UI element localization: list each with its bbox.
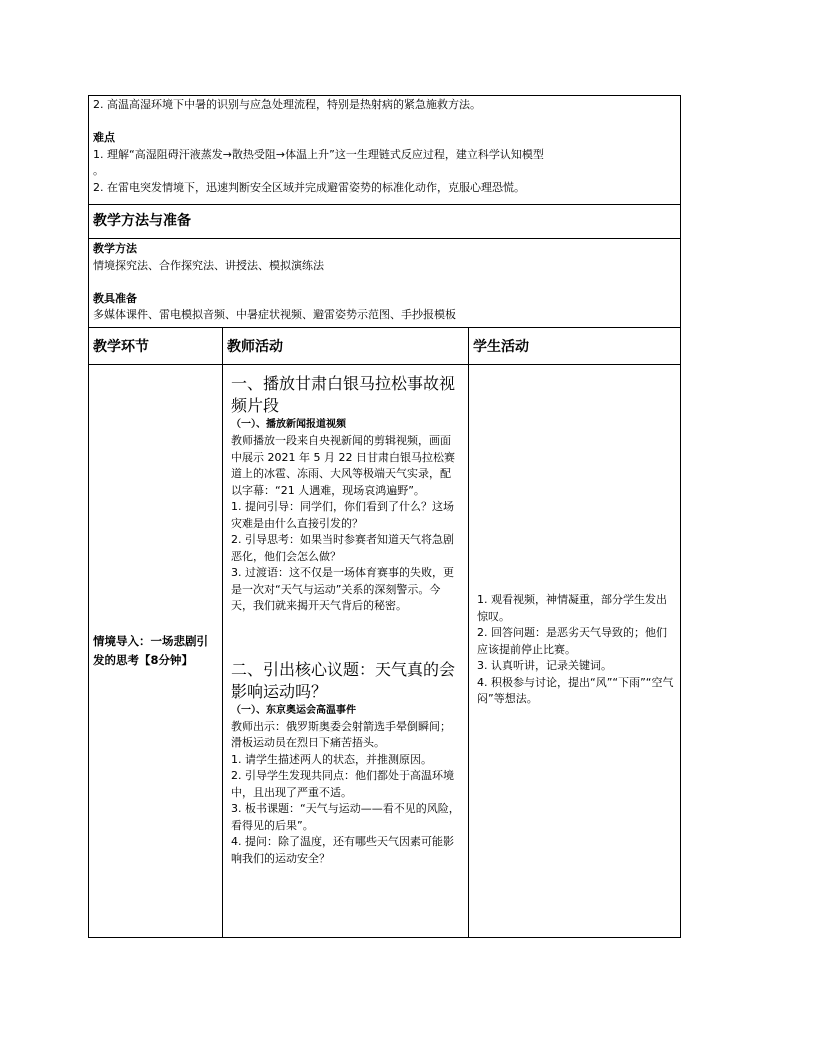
header-stage: 教学环节 xyxy=(89,328,223,365)
teacher-part2-line: 1. 请学生描述两人的状态，并推测原因。 xyxy=(231,752,432,766)
lesson-row-intro xyxy=(89,365,681,938)
student-activity-line: 4. 积极参与讨论，提出“风”“下雨”“空气闷”等想法。 xyxy=(477,675,674,705)
methods-section-title: 教学方法与准备 xyxy=(93,213,191,229)
teacher-part2-title: 二、引出核心议题：天气真的会影响运动吗？ xyxy=(231,659,456,701)
teacher-part2-line: 3. 板书课题：“天气与运动——看不见的风险，看得见的后果”。 xyxy=(231,802,460,832)
teacher-activity-cell xyxy=(223,365,469,938)
teacher-part1-line: 2. 引导思考：如果当时参赛者知道天气将急剧恶化，他们会怎么做？ xyxy=(231,533,454,563)
stage-text: 情境导入：一场悲剧引发的思考【8分钟】 xyxy=(93,634,208,667)
methods-label: 教学方法 xyxy=(93,242,137,255)
teacher-part2-line: 4. 提问：除了温度，还有哪些天气因素可能影响我们的运动安全？ xyxy=(231,835,454,865)
header-student-activity: 学生活动 xyxy=(469,328,681,365)
lesson-plan-table xyxy=(88,95,681,938)
teacher-part1-line: 1. 提问引导：同学们，你们看到了什么？这场灾难是由什么直接引发的？ xyxy=(231,500,454,530)
difficulty-item-2: 2. 在雷电突发情境下，迅速判断安全区域并完成避雷姿势的标准化动作，克服心理恐慌。 xyxy=(93,180,525,194)
student-activity-line: 2. 回答问题：是恶劣天气导致的；他们应该提前停止比赛。 xyxy=(477,626,667,656)
teacher-part1-title: 一、播放甘肃白银马拉松事故视频片段 xyxy=(231,374,456,415)
methods-title-row xyxy=(89,205,681,239)
key-point-item-2: 2. 高温高湿环境下中暑的识别与应急处理流程，特别是热射病的紧急施救方法。 xyxy=(93,98,481,111)
table-header-row xyxy=(89,328,681,365)
difficulty-title: 难点 xyxy=(93,131,115,144)
teacher-part1-line: 教师播放一段来自央视新闻的剪辑视频，画面中展示 2021 年 5 月 22 日甘肃白银马拉松赛道上的冰雹、冻雨、大风等极端天气实录，配以字幕：“21 人遇难，现场哀鸿遍野”。 xyxy=(231,434,455,497)
lesson-plan-page xyxy=(88,95,680,938)
tools-label: 教具准备 xyxy=(93,291,137,305)
key-points-row xyxy=(89,96,681,205)
teacher-part2-line: 2. 引导学生发现共同点：他们都处于高温环境中，且出现了严重不适。 xyxy=(231,769,454,799)
teacher-part2-line: 教师出示：俄罗斯奥委会射箭选手晕倒瞬间；滑板运动员在烈日下痛苦捂头。 xyxy=(231,719,451,749)
methods-text: 情境探究法、合作探究法、讲授法、模拟演练法 xyxy=(93,258,324,272)
difficulty-item-1: 1. 理解“高湿阻碍汗液蒸发→散热受阻→体温上升”这一生理链式反应过程，建立科学认知模型 xyxy=(93,147,544,161)
student-activity-line: 3. 认真听讲，记录关键词。 xyxy=(477,659,612,672)
stage-cell xyxy=(89,365,223,938)
tools-text: 多媒体课件、雷电模拟音频、中暑症状视频、避雷姿势示范图、手抄报模板 xyxy=(93,308,456,321)
teacher-part1-subtitle: （一）、播放新闻报道视频 xyxy=(231,419,346,430)
teacher-part1-line: 3. 过渡语：这不仅是一场体育赛事的失败，更是一次对“天气与运动”关系的深刻警示。今天，我们就来揭开天气背后的秘密。 xyxy=(231,566,454,612)
methods-content-row xyxy=(89,239,681,328)
teacher-part2-subtitle: （一）、东京奥运会高温事件 xyxy=(231,704,356,716)
header-teacher-activity: 教师活动 xyxy=(223,328,469,365)
student-activity-line: 1. 观看视频，神情凝重，部分学生发出惊叹。 xyxy=(477,593,667,623)
difficulty-item-1-tail: 。 xyxy=(93,164,104,177)
student-activity-cell xyxy=(469,365,681,938)
